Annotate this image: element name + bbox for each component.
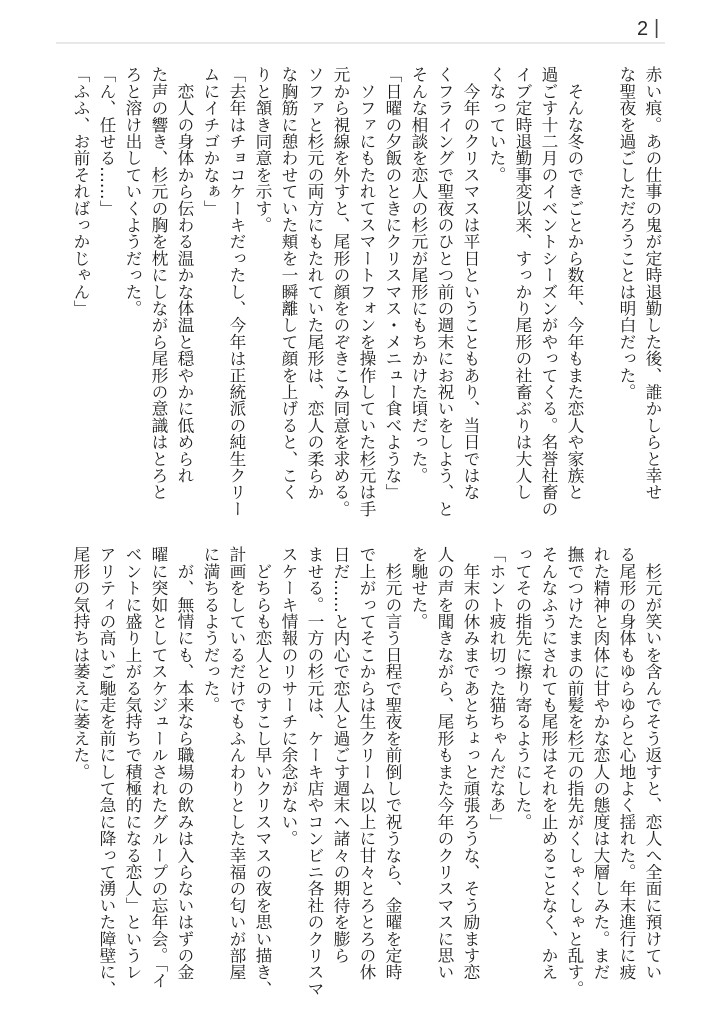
text-line: アリティの高いご馳走を前にして急に降って湧いた障壁に、 (97, 546, 117, 997)
text-line: ソファと杉元の両方にもたれていた尾形は、恋人の柔らか (305, 66, 325, 501)
text-line: 今年のクリスマスは平日ということもあり、当日ではな (461, 66, 481, 501)
text-line: 人の声を聞きながら、尾形もまた今年のクリスマスに思い (435, 546, 455, 981)
text-line: 杉元が笑いを含んでそう返すと、恋人へ全面に預けてい (643, 546, 663, 981)
text-line: そんな冬のできごとから数年、今年もまた恋人や家族と (565, 66, 585, 501)
text-line: な胸筋に憩わせていた頬を一瞬離して顔を上げると、こく (279, 66, 299, 501)
text-line: スケーキ情報のリサーチに余念がない。 (279, 546, 299, 847)
text-line: イブ定時退勤事変以来、すっかり尾形の社畜ぶりは大人し (513, 66, 533, 501)
text-line: る尾形の身体もゆらゆらと心地よく揺れた。年末進行に疲 (617, 546, 637, 981)
text-line: に満ちるようだった。 (201, 546, 221, 713)
text-line: た声の響き、杉元の胸を枕にしながら尾形の意識はとろと (149, 66, 169, 501)
text-line: な聖夜を過ごしただろうことは明白だった。 (617, 66, 637, 400)
text-line: 赤い痕。あの仕事の鬼が定時退勤した後、誰かしらと幸せ (643, 66, 663, 501)
text-line: 曜に突如としてスケジュールされたグループの忘年会。「イ (149, 546, 169, 989)
text-line: ってその指先に擦り寄るようにした。 (513, 546, 533, 830)
dialogue-line: 「ん、任せる……」 (97, 66, 117, 217)
text-line: くフライングで聖夜のひとつ前の週末にお祝いをしよう、と (435, 66, 455, 517)
dialogue-line: 「ホント疲れ切った猫ちゃんだなあ」 (487, 546, 507, 830)
text-line: くなっていた。 (487, 66, 507, 183)
text-line: 過ごす十二月のイベントシーズンがやってくる。名誉社畜の (539, 66, 559, 517)
text-line: そんな相談を恋人の杉元が尾形にもちかけた頃だった。 (409, 66, 429, 484)
page-number: 2 (637, 18, 649, 40)
text-line: が、無情にも、本来なら職場の飲みは入らないはずの金 (175, 546, 195, 981)
blank-line (588, 66, 614, 528)
header-divider (56, 42, 665, 44)
text-line: 計画をしているだけでもふんわりとした幸福の匂いが部屋 (227, 546, 247, 981)
text-line: 杉元の言う日程で聖夜を前倒しで祝うなら、金曜を定時 (383, 546, 403, 981)
dialogue-line: ムにイチゴかなぁ」 (201, 66, 221, 217)
dialogue-line: 「去年はチョコケーキだったし、今年は正統派の純生クリー (227, 66, 247, 517)
text-line: ソファにもたれてスマートフォンを操作していた杉元は手 (357, 66, 377, 517)
text-line: りと頷き同意を示す。 (253, 66, 273, 233)
text-line: ベントに盛り上がる気持ちで積極的になる恋人」というレ (123, 546, 143, 981)
text-line: で上がってそこからは生クリーム以上に甘々とろとろの休 (357, 546, 377, 981)
text-line: そんなふうにされても尾形はそれを止めることなく、かえ (539, 546, 559, 981)
text-line: ませる。一方の杉元は、ケーキ店やコンビニ各社のクリスマ (305, 546, 325, 997)
text-block-bottom (68, 546, 666, 1008)
dialogue-line: 「ふふ、お前そればっかじゃん」 (71, 66, 91, 317)
page-header (0, 0, 722, 46)
text-line: 日だ……と内心で恋人と過ごす週末へ諸々の期待を膨ら (331, 546, 351, 964)
text-line: を馳せた。 (409, 546, 429, 630)
text-line: れた精神と肉体に甘やかな恋人の態度は大層しみた。まだ (591, 546, 611, 981)
text-line: 尾形の気持ちは萎えに萎えた。 (71, 546, 91, 780)
dialogue-line: 「日曜の夕飯のときにクリスマス・メニュー食べような」 (383, 66, 403, 501)
text-line: 恋人の身体から伝わる温かな体温と穏やかに低められ (175, 66, 195, 484)
text-line: ろと溶け出していくようだった。 (123, 66, 143, 317)
text-line: どちらも恋人とのすこし早いクリスマスの夜を思い描き、 (253, 546, 273, 997)
text-line: 撫でつけたままの前髪を杉元の指先がくしゃくしゃと乱す。 (565, 546, 585, 997)
text-line: 元から視線を外すと、尾形の顔をのぞきこみ同意を求める。 (331, 66, 351, 517)
page-number-separator: | (654, 17, 660, 39)
text-block-top (68, 66, 666, 528)
text-line: 年末の休みまであとちょっと頑張ろうな、そう励ます恋 (461, 546, 481, 981)
